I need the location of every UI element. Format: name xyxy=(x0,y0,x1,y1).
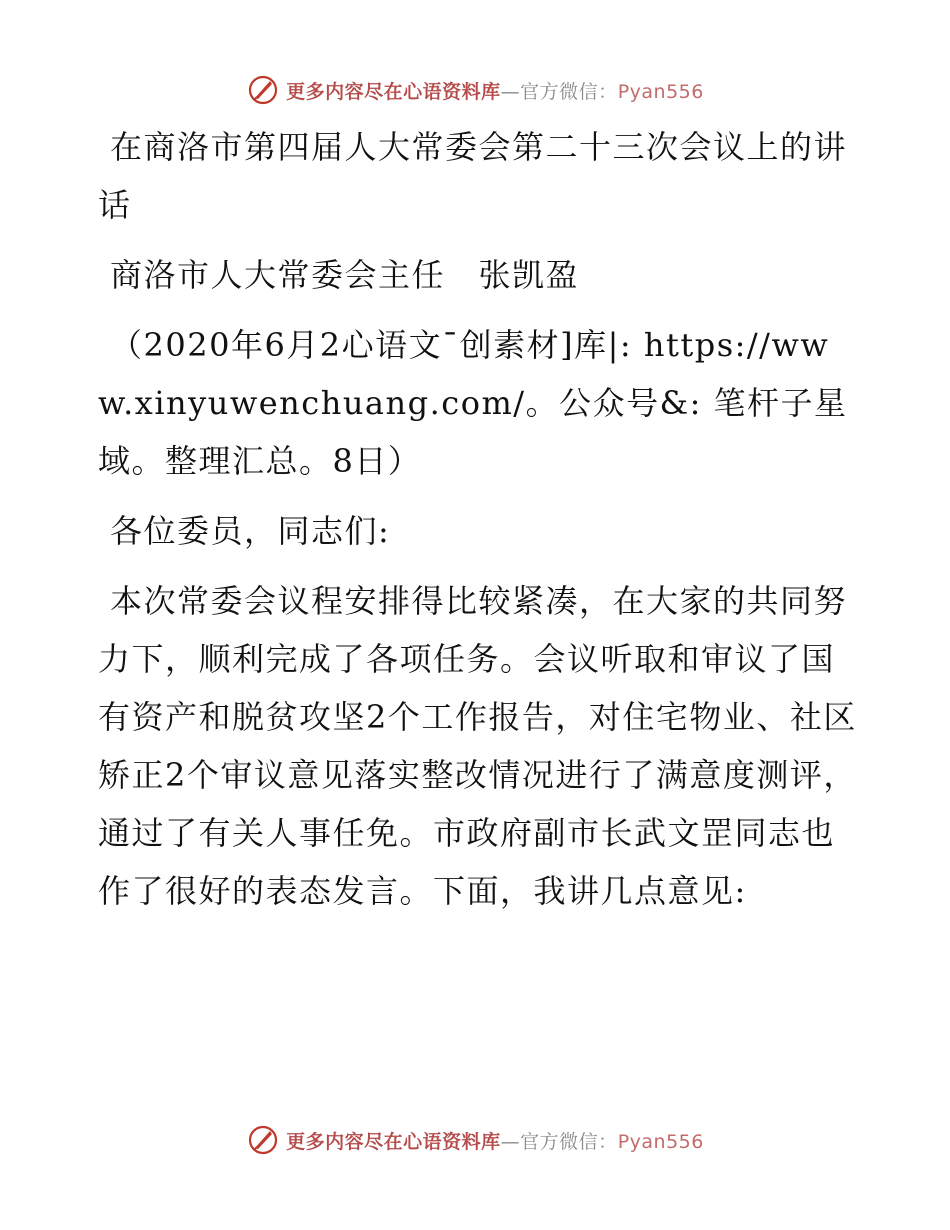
quill-circle-icon xyxy=(246,1123,280,1157)
watermark-text xyxy=(286,77,704,104)
watermark-wechat-label: 官方微信： xyxy=(520,80,618,103)
document-date-note: （2020年6月2心语文¯创素材]库|: https://www.xinyuwenchuang.com/。公众号&: 笔杆子星域。整理汇总。8日） xyxy=(98,326,848,480)
document-author: 商洛市人大常委会主任 张凯盈 xyxy=(110,256,580,294)
watermark-dash: — xyxy=(500,80,521,103)
document-body xyxy=(98,118,858,920)
watermark-wechat-label: 官方微信： xyxy=(520,1130,618,1153)
watermark-banner-top xyxy=(0,70,950,110)
watermark-wechat-id: Pyan556 xyxy=(617,1130,704,1153)
quill-circle-icon xyxy=(246,73,280,107)
watermark-slogan: 更多内容尽在心语资料库 xyxy=(286,80,501,103)
document-salutation: 各位委员，同志们: xyxy=(110,512,391,550)
watermark-dash: — xyxy=(500,1130,521,1153)
document-title: 在商洛市第四届人大常委会第二十三次会议上的讲话 xyxy=(98,128,848,224)
watermark-text xyxy=(286,1127,704,1154)
watermark-banner-bottom xyxy=(0,1120,950,1160)
watermark-slogan: 更多内容尽在心语资料库 xyxy=(286,1130,501,1153)
document-paragraph: 本次常委会议程安排得比较紧凑，在大家的共同努力下，顺利完成了各项任务。会议听取和审议了国有资产和脱贫攻坚2个工作报告，对住宅物业、社区矫正2个审议意见落实整改情况进行了满意度测评，通过了有关人事任免。市政府副市长武文罡同志也作了很好的表态发言。下面，我讲几点意见: xyxy=(98,582,857,910)
watermark-wechat-id: Pyan556 xyxy=(617,80,704,103)
